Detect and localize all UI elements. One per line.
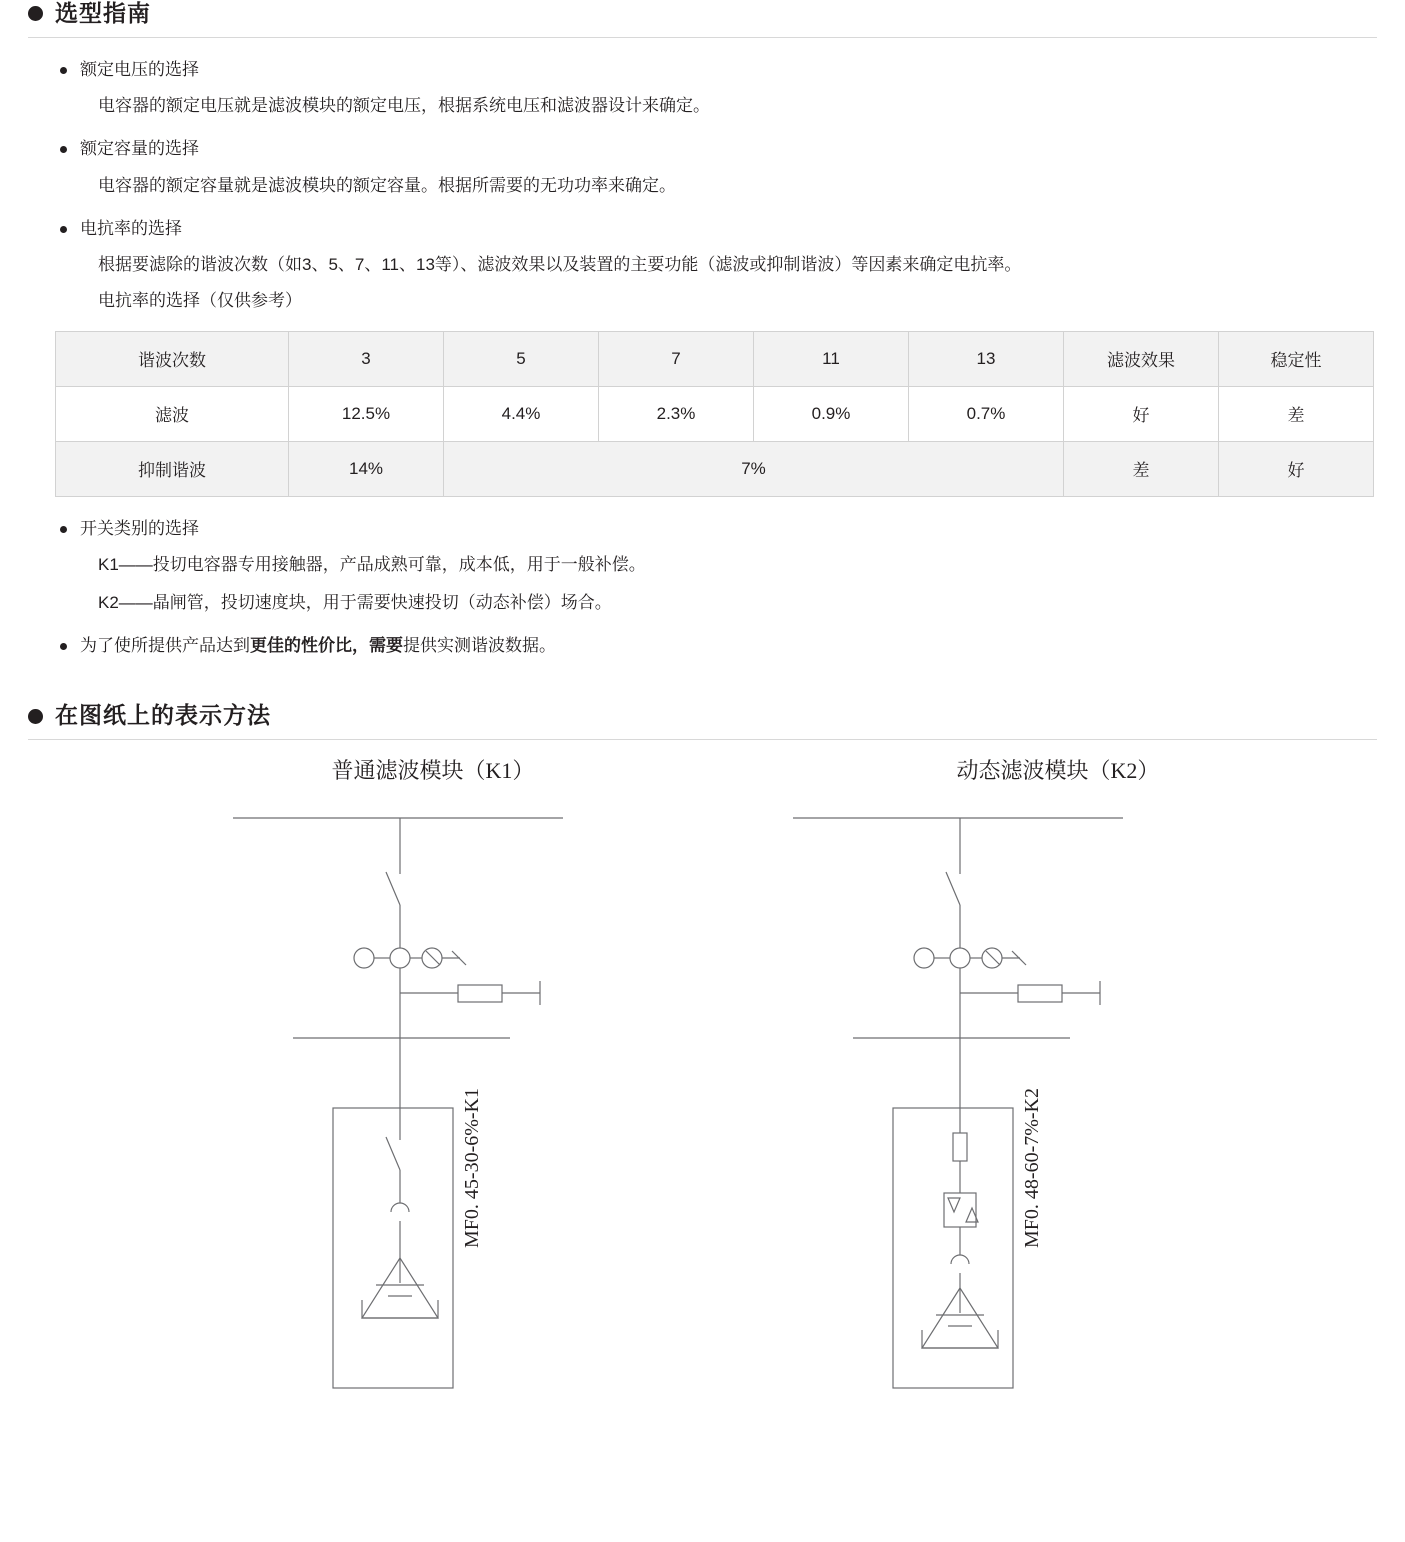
table-cell: 0.7% xyxy=(909,386,1064,441)
list-item-text: 电抗率的选择（仅供参考） xyxy=(98,290,302,310)
diagram-label-k1: MF0. 45-30-6%-K1 xyxy=(461,1087,483,1248)
divider xyxy=(28,739,1377,740)
diagram-k1 xyxy=(233,818,563,1388)
table-cell: 差 xyxy=(1219,386,1374,441)
table-header-cell: 11 xyxy=(754,331,909,386)
list-item xyxy=(58,136,1377,199)
table-cell: 好 xyxy=(1064,386,1219,441)
diagram-caption-k2: 动态滤波模块（K2） xyxy=(956,757,1160,783)
final-note-bold: 更佳的性价比，需要 xyxy=(250,635,403,655)
table-header-row xyxy=(56,331,1374,386)
table-header-cell: 3 xyxy=(289,331,444,386)
table-cell: 好 xyxy=(1219,441,1374,496)
table-header-cell: 13 xyxy=(909,331,1064,386)
reactance-rate-table xyxy=(55,331,1374,497)
table-cell: 0.9% xyxy=(754,386,909,441)
list-item xyxy=(58,516,1377,616)
final-note-prefix: 为了使所提供产品达到 xyxy=(80,635,250,655)
table-row xyxy=(56,441,1374,496)
table-cell: 差 xyxy=(1064,441,1219,496)
table-row xyxy=(56,386,1374,441)
list-item-text: K1——投切电容器专用接触器，产品成熟可靠，成本低，用于一般补偿。 xyxy=(98,555,646,575)
list-item-lead: 额定电压的选择 xyxy=(58,57,1377,83)
table-cell: 14% xyxy=(289,441,444,496)
table-header-cell: 谐波次数 xyxy=(56,331,289,386)
table-cell-row-name: 抑制谐波 xyxy=(56,441,289,496)
diagram-captions xyxy=(28,754,1377,785)
section-title: 在图纸上的表示方法 xyxy=(55,702,271,729)
diagram-area xyxy=(28,754,1377,1409)
table-cell-row-name: 滤波 xyxy=(56,386,289,441)
section-header-selection-guide xyxy=(28,0,1377,28)
section-header-drawing-method xyxy=(28,702,1377,730)
table-header-cell: 稳定性 xyxy=(1219,331,1374,386)
table-cell-merged: 7% xyxy=(444,441,1064,496)
list-item xyxy=(58,633,1377,659)
diagram-caption-k1: 普通滤波模块（K1） xyxy=(331,757,535,783)
table-header-cell: 7 xyxy=(599,331,754,386)
list-item-text: 电容器的额定电压就是滤波模块的额定电压，根据系统电压和滤波器设计来确定。 xyxy=(98,96,710,116)
page-title: 选型指南 xyxy=(55,0,151,26)
bullet-dot-icon xyxy=(28,6,43,21)
final-note xyxy=(58,633,1377,659)
table-cell: 12.5% xyxy=(289,386,444,441)
list-item-text: K2——晶闸管，投切速度块，用于需要快速投切（动态补偿）场合。 xyxy=(98,592,612,612)
schematic-diagrams xyxy=(28,788,1377,1413)
list-item xyxy=(58,57,1377,120)
bullet-dot-icon xyxy=(28,709,43,724)
final-note-suffix: 提供实测谐波数据。 xyxy=(403,635,556,655)
table-cell: 4.4% xyxy=(444,386,599,441)
selection-guide-list xyxy=(28,57,1377,314)
table-header-cell: 滤波效果 xyxy=(1064,331,1219,386)
diagram-k2 xyxy=(793,818,1123,1388)
list-item xyxy=(58,216,1377,314)
diagram-label-k2: MF0. 48-60-7%-K2 xyxy=(1021,1087,1043,1248)
divider xyxy=(28,37,1377,38)
list-item-text: 根据要滤除的谐波次数（如3、5、7、11、13等）、滤波效果以及装置的主要功能（滤波或抑制谐波）等因素来确定电抗率。 xyxy=(98,255,1022,275)
single-line-diagram-svg xyxy=(28,788,1377,1408)
list-item-lead: 额定容量的选择 xyxy=(58,136,1377,162)
table-header-cell: 5 xyxy=(444,331,599,386)
table-cell: 2.3% xyxy=(599,386,754,441)
list-item-lead: 电抗率的选择 xyxy=(58,216,1377,242)
switch-type-list xyxy=(28,516,1377,658)
list-item-lead: 开关类别的选择 xyxy=(58,516,1377,542)
list-item-text: 电容器的额定容量就是滤波模块的额定容量。根据所需要的无功功率来确定。 xyxy=(98,175,676,195)
